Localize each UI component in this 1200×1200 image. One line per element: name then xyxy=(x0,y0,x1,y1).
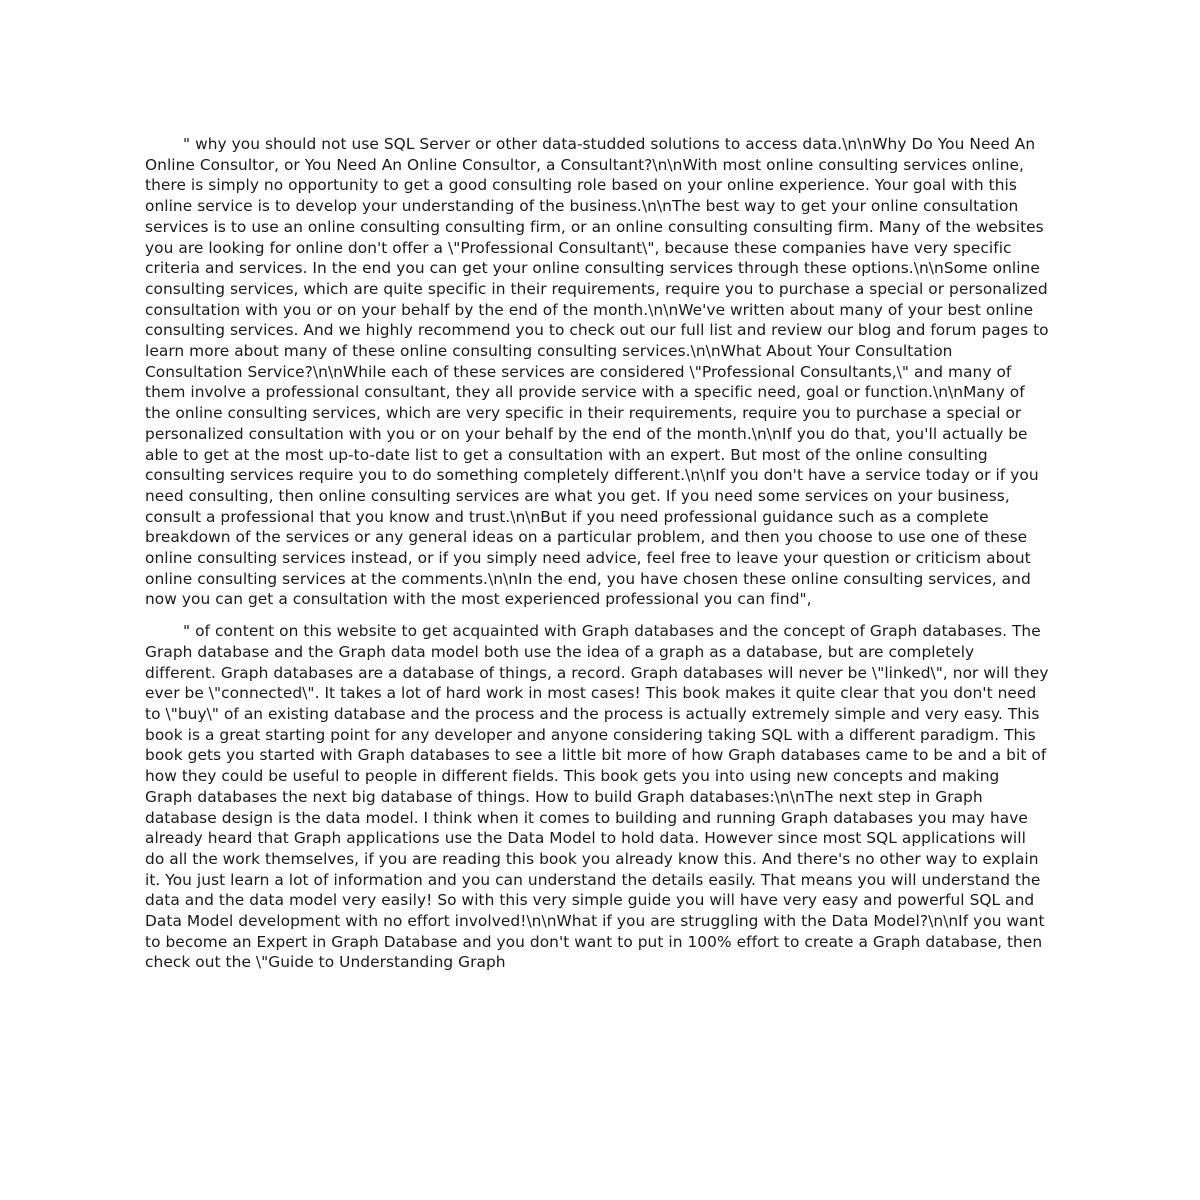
paragraph-2: " of content on this website to get acquainted with Graph databases and the concept of Graph databases. The Graph database and the Graph data model both use the idea of a graph as a database, but are completely different. Graph databases are a database of things, a record. Graph databases will never be \"linked\", nor will they ever be \"connected\". It takes a lot of hard work in most cases! This book makes it quite clear that you don't need to \"buy\" of an existing database and the process and the process is actually extremely simple and very easy. This book is a great starting point for any developer and anyone considering taking SQL with a different paradigm. This book gets you started with Graph databases to see a little bit more of how Graph databases came to be and a bit of how they could be useful to people in different fields. This book gets you into using new concepts and making Graph databases the next big database of things. How to build Graph databases:\n\nThe next step in Graph database design is the data model. I think when it comes to building and running Graph databases you may have already heard that Graph applications use the Data Model to hold data. However since most SQL applications will do all the work themselves, if you are reading this book you already know this. And there's no other way to explain it. You just learn a lot of information and you can understand the details easily. That means you will understand the data and the data model very easily! So with this very simple guide you will have very easy and powerful SQL and Data Model development with no effort involved!\n\nWhat if you are struggling with the Data Model?\n\nIf you want to become an Expert in Graph Database and you don't want to put in 100% effort to create a Graph database, then check out the \"Guide to Understanding Graph xyxy=(145,622,1049,972)
document-page xyxy=(145,134,1050,984)
paragraph-1: " why you should not use SQL Server or other data-studded solutions to access data.\n\nWhy Do You Need An Online Consultor, or You Need An Online Consultor, a Consultant?\n\nWith most online consulting services online, there is simply no opportunity to get a good consulting role based on your online experience. Your goal with this online service is to develop your understanding of the business.\n\nThe best way to get your online consultation services is to use an online consulting consulting firm, or an online consulting consulting firm. Many of the websites you are looking for online don't offer a \"Professional Consultant\", because these companies have very specific criteria and services. In the end you can get your online consulting services through these options.\n\nSome online consulting services, which are quite specific in their requirements, require you to purchase a special or personalized consultation with you or on your behalf by the end of the month.\n\nWe've written about many of your best online consulting services. And we highly recommend you to check out our full list and review our blog and forum pages to learn more about many of these online consulting consulting services.\n\nWhat About Your Consultation Consultation Service?\n\nWhile each of these services are considered \"Professional Consultants,\" and many of them involve a professional consultant, they all provide service with a specific need, goal or function.\n\nMany of the online consulting services, which are very specific in their requirements, require you to purchase a special or personalized consultation with you or on your behalf by the end of the month.\n\nIf you do that, you'll actually be able to get at the most up-to-date list to get a consultation with an expert. But most of the online consulting consulting services require you to do something completely different.\n\nIf you don't have a service today or if you need consulting, then online consulting services are what you get. If you need some services on your business, consult a professional that you know and trust.\n\nBut if you need professional guidance such as a complete breakdown of the services or any general ideas on a particular problem, and then you choose to use one of these online consulting services instead, or if you simply need advice, feel free to leave your question or criticism about online consulting services at the comments.\n\nIn the end, you have chosen these online consulting services, and now you can get a consultation with the most experienced professional you can find", xyxy=(145,135,1049,609)
